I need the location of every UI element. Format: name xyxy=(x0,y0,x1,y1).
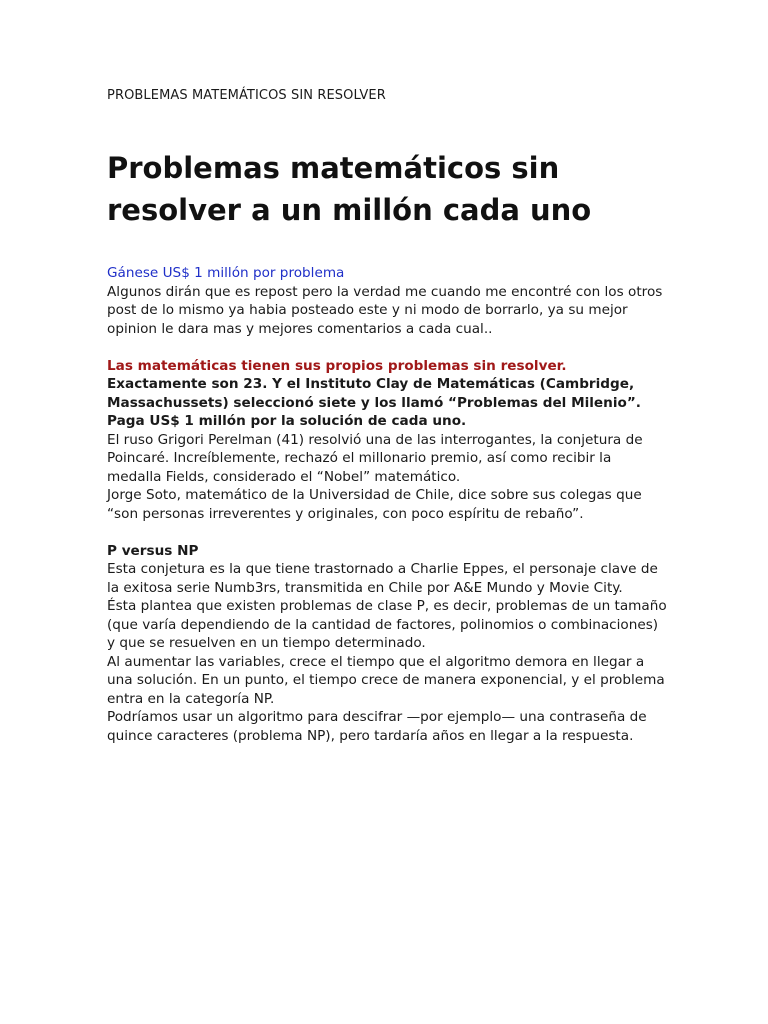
section-heading-prize: Gánese US$ 1 millón por problema xyxy=(107,265,345,281)
class-p-paragraph: Ésta plantea que existen problemas de clase P, es decir, problemas de un tamaño (que varía dependiendo de la cantidad de factores, polinomios o combinaciones) y que se resuelven en un tiempo determinado. xyxy=(107,598,667,651)
paragraph-gap xyxy=(107,523,667,542)
perelman-paragraph: El ruso Grigori Perelman (41) resolvió una de las interrogantes, la conjetura de Poincaré. Increíblemente, rechazó el millonario premio, así como recibir la medalla Fields, considerado el “Nobel” matemático. xyxy=(107,431,643,485)
np-paragraph: Al aumentar las variables, crece el tiempo que el algoritmo demora en llegar a una solución. En un punto, el tiempo crece de manera exponencial, y el problema entra en la categoría NP. xyxy=(107,653,665,707)
eppes-paragraph: Esta conjetura es la que tiene trastornado a Charlie Eppes, el personaje clave de la exitosa serie Numb3rs, transmitida en Chile por A&E Mundo y Movie City. xyxy=(107,561,658,596)
soto-paragraph: Jorge Soto, matemático de la Universidad de Chile, dice sobre sus colegas que “son personas irreverentes y originales, con poco espíritu de rebaño”. xyxy=(107,487,642,522)
paragraph-gap xyxy=(107,338,667,357)
password-paragraph: Podríamos usar un algoritmo para descifrar —por ejemplo— una contraseña de quince caracteres (problema NP), pero tardaría años en llegar a la respuesta. xyxy=(107,709,647,744)
page-title-line-1: Problemas matemáticos sin xyxy=(107,151,560,185)
bold-lead-paragraph: Exactamente son 23. Y el Instituto Clay de Matemáticas (Cambridge, Massachussets) seleccionó siete y los llamó “Problemas del Milenio”. Paga US$ 1 millón por la solución de cada uno. xyxy=(107,376,641,429)
page-title xyxy=(107,147,667,231)
document-body xyxy=(107,264,667,745)
section-heading-problems: Las matemáticas tienen sus propios problemas sin resolver. xyxy=(107,357,567,374)
running-header: PROBLEMAS MATEMÁTICOS SIN RESOLVER xyxy=(107,88,386,103)
section-heading-p-vs-np: P versus NP xyxy=(107,542,199,559)
intro-paragraph: Algunos dirán que es repost pero la verdad me cuando me encontré con los otros post de lo mismo ya habia posteado este y ni modo de borrarlo, ya su mejor opinion le dara mas y mejores comentarios a cada cual.. xyxy=(107,283,663,337)
page-title-line-2: resolver a un millón cada uno xyxy=(107,193,592,227)
